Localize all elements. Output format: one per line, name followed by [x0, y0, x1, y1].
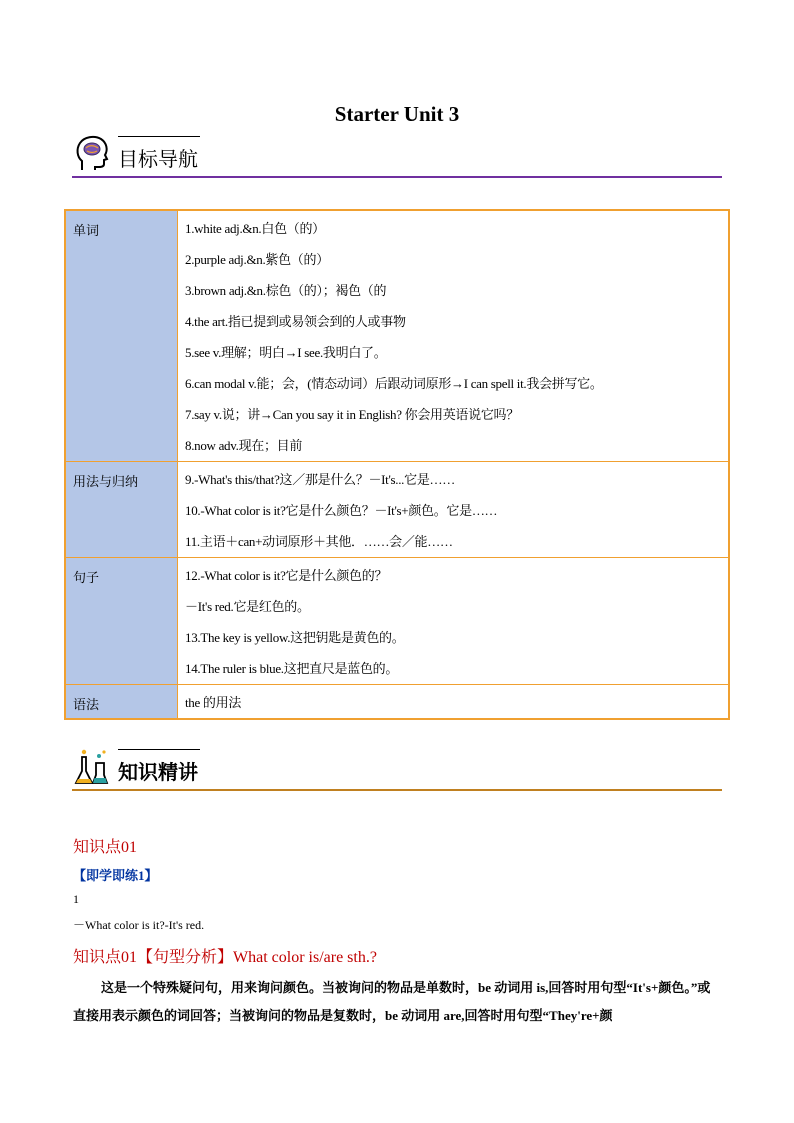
knowledge-section-rule [72, 789, 722, 791]
goal-section-header [72, 134, 722, 178]
practice-label: 【即学即练1】 [73, 868, 158, 883]
table-content [178, 210, 730, 462]
knowledge-section-header [72, 747, 722, 791]
table-category: 语法 [65, 685, 178, 720]
table-line: 9.-What's this/that?这／那是什么？－It's...它是…… [185, 472, 455, 487]
header-top-line [118, 136, 200, 137]
table-content [178, 685, 730, 720]
page-title: Starter Unit 3 [334, 102, 460, 126]
table-row [65, 558, 729, 685]
table-content [178, 462, 730, 558]
knowledge-point-title: 知识点01 [73, 839, 138, 856]
head-brain-icon [74, 134, 110, 174]
header-top-line [118, 749, 200, 750]
knowledge-section-title: 知识精讲 [118, 760, 198, 784]
table-line: 5.see v.理解；明白→I see.我明白了。 [185, 345, 387, 360]
table-line: 13.The key is yellow.这把钥匙是黄色的。 [185, 630, 405, 645]
table-category: 句子 [65, 558, 178, 685]
table-category: 用法与归纳 [65, 462, 178, 558]
goal-table [64, 209, 730, 720]
table-row [65, 210, 729, 462]
table-line: 6.can modal v.能；会，(情态动词）后跟动词原形→I can spell it.我会拼写它。 [185, 376, 603, 391]
table-line: 3.brown adj.&n.棕色（的）；褐色（的 [185, 283, 387, 298]
table-row [65, 462, 729, 558]
analysis-paragraph: 这是一个特殊疑问句，用来询问颜色。当被询问的物品是单数时，be 动词用 is,回答时用句型“It's+颜色。”或直接用表示颜色的词回答；当被询问的物品是复数时，be 动词用 are,回答时用句型“They're+颜 [73, 980, 711, 1023]
question-number: 1 [73, 892, 79, 906]
table-line: 10.-What color is it?它是什么颜色？－It's+颜色。它是…… [185, 503, 498, 518]
table-line: 14.The ruler is blue.这把直尺是蓝色的。 [185, 661, 399, 676]
goal-section-rule [72, 176, 722, 178]
table-content [178, 558, 730, 685]
flask-icon [74, 747, 110, 787]
table-line: 7.say v.说；讲→Can you say it in English? 你会用英语说它吗？ [185, 407, 519, 422]
sentence-analysis-title: 知识点01【句型分析】What color is/are sth.? [73, 949, 377, 966]
table-row [65, 685, 729, 720]
table-line: 12.-What color is it?它是什么颜色的？ [185, 568, 388, 583]
table-line: 1.white adj.&n.白色（的） [185, 221, 325, 236]
table-line: －It's red.它是红色的。 [185, 599, 310, 614]
goal-section-title: 目标导航 [118, 147, 198, 171]
table-line: 2.purple adj.&n.紫色（的） [185, 252, 329, 267]
table-category: 单词 [65, 210, 178, 462]
table-line: 8.now adv.现在；目前 [185, 438, 303, 453]
table-line: 11.主语＋can+动词原形＋其他．……会／能…… [185, 534, 453, 549]
table-line: 4.the art.指已提到或易领会到的人或事物 [185, 314, 406, 329]
table-line: the 的用法 [185, 695, 242, 710]
dialog-line: －What color is it?-It's red. [73, 918, 205, 932]
